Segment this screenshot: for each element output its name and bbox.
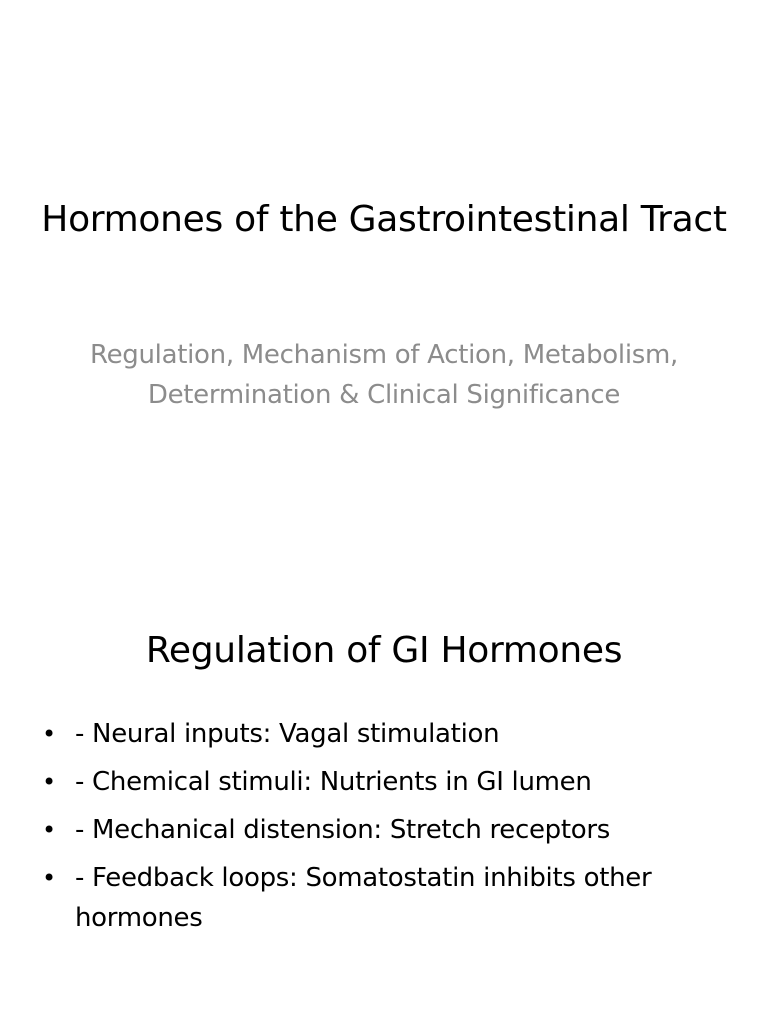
slide-title: Hormones of the Gastrointestinal Tract xyxy=(41,199,727,240)
slide-subtitle: Regulation, Mechanism of Action, Metabolism, Determination & Clinical Significance xyxy=(90,340,678,410)
slide-heading: Regulation of GI Hormones xyxy=(145,630,623,671)
bullet-item xyxy=(40,810,718,850)
bullet-text: - Feedback loops: Somatostatin inhibits other hormones xyxy=(75,863,652,933)
bullet-icon: • xyxy=(42,864,56,892)
bullet-text: - Chemical stimuli: Nutrients in GI lumen xyxy=(75,767,592,797)
bullet-icon: • xyxy=(42,720,56,748)
bullet-text: - Neural inputs: Vagal stimulation xyxy=(75,719,500,749)
bullet-list xyxy=(40,714,718,946)
bullet-item xyxy=(40,762,718,802)
bullet-item xyxy=(40,714,718,754)
bullet-text: - Mechanical distension: Stretch receptors xyxy=(75,815,611,845)
bullet-icon: • xyxy=(42,768,56,796)
bullet-item xyxy=(40,858,718,938)
content-slide xyxy=(0,512,768,1024)
bullet-icon: • xyxy=(42,816,56,844)
